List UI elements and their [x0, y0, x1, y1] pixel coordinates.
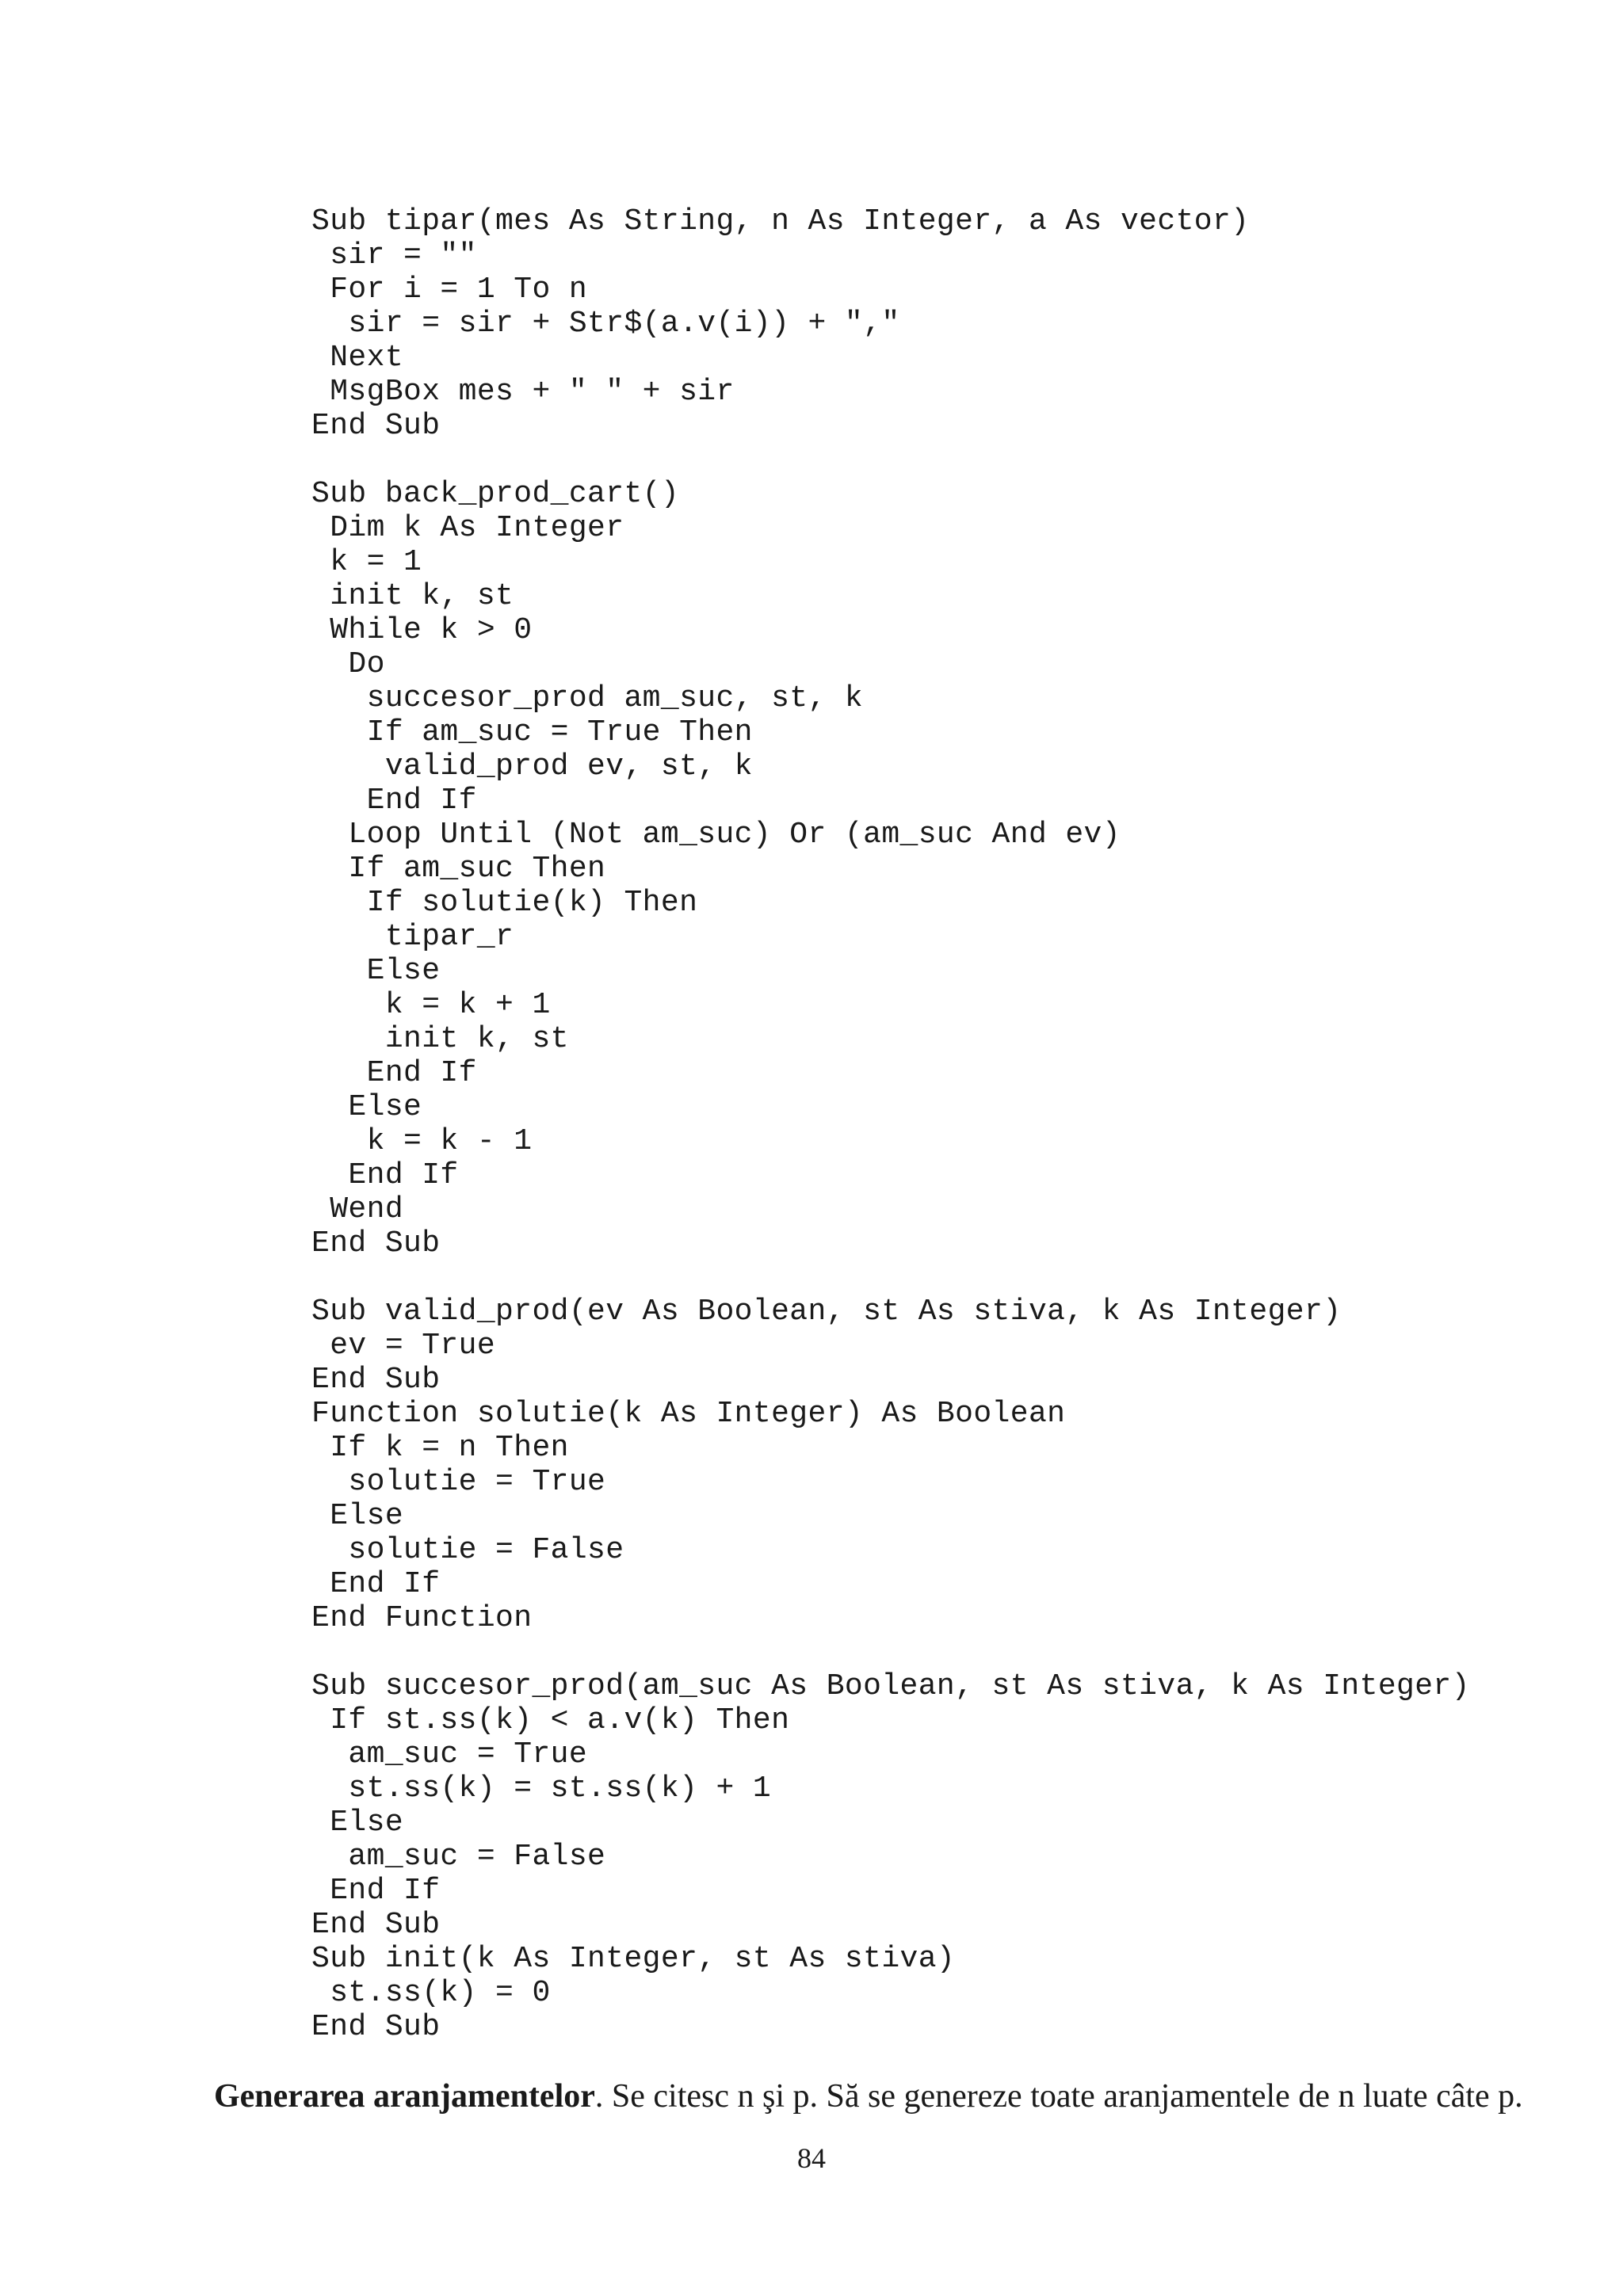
code-line: For i = 1 To n	[311, 273, 588, 307]
code-line: Else	[311, 1806, 404, 1840]
code-line: Sub init(k As Integer, st As stiva)	[311, 1942, 956, 1976]
code-line: Sub back_prod_cart()	[311, 477, 680, 511]
code-listing	[311, 204, 1470, 2044]
code-line: solutie = False	[311, 1533, 624, 1567]
code-line: If am_suc Then	[311, 852, 606, 886]
code-line: End If	[311, 1567, 441, 1601]
code-line: solutie = True	[311, 1465, 606, 1499]
code-line: If k = n Then	[311, 1431, 569, 1465]
code-line	[311, 443, 1470, 477]
code-line: Do	[311, 647, 385, 681]
code-line: Sub succesor_prod(am_suc As Boolean, st As stiva, k As Integer)	[311, 1669, 1470, 1703]
code-line: am_suc = True	[311, 1737, 588, 1772]
code-line: sir = ""	[311, 238, 477, 273]
code-line: am_suc = False	[311, 1840, 606, 1874]
code-line: End Sub	[311, 409, 441, 443]
code-line: k = 1	[311, 545, 422, 579]
code-line: tipar_r	[311, 920, 514, 954]
code-line: init k, st	[311, 579, 514, 613]
code-line: init k, st	[311, 1022, 569, 1056]
code-line: valid_prod ev, st, k	[311, 749, 753, 784]
code-line: Else	[311, 1090, 422, 1124]
code-line: End Sub	[311, 2010, 441, 2044]
code-line: st.ss(k) = 0	[311, 1976, 551, 2010]
code-line: Next	[311, 341, 404, 375]
code-line: st.ss(k) = st.ss(k) + 1	[311, 1772, 772, 1806]
code-line: End Function	[311, 1601, 533, 1635]
code-line: Else	[311, 1499, 404, 1533]
code-line: sir = sir + Str$(a.v(i)) + ","	[311, 307, 900, 341]
code-line: End If	[311, 784, 477, 818]
section-paragraph	[214, 2074, 1609, 2119]
code-line: Function solutie(k As Integer) As Boolean	[311, 1397, 1066, 1431]
code-line: ev = True	[311, 1329, 496, 1363]
code-line	[311, 1261, 1470, 1295]
code-line: If solutie(k) Then	[311, 886, 698, 920]
code-line: End If	[311, 1056, 477, 1090]
code-line	[311, 1635, 1470, 1669]
code-line: End If	[311, 1158, 459, 1192]
code-line: MsgBox mes + " " + sir	[311, 375, 735, 409]
code-line: If st.ss(k) < a.v(k) Then	[311, 1703, 790, 1737]
page-number: 84	[797, 2142, 826, 2174]
code-line: Else	[311, 954, 441, 988]
code-line: k = k + 1	[311, 988, 551, 1022]
code-line: k = k - 1	[311, 1124, 533, 1158]
section-heading: Generarea aranjamentelor	[214, 2078, 595, 2115]
code-line: End Sub	[311, 1908, 441, 1942]
code-line: Dim k As Integer	[311, 511, 624, 545]
code-line: End Sub	[311, 1363, 441, 1397]
code-line: Loop Until (Not am_suc) Or (am_suc And ev)	[311, 818, 1121, 852]
code-line: If am_suc = True Then	[311, 715, 753, 749]
code-line: End Sub	[311, 1226, 441, 1261]
code-line: Sub valid_prod(ev As Boolean, st As stiva, k As Integer)	[311, 1295, 1342, 1329]
code-line: Sub tipar(mes As String, n As Integer, a As vector)	[311, 204, 1250, 238]
code-line: End If	[311, 1874, 441, 1908]
section-text: . Se citesc n şi p. Să se genereze toate aranjamentele de n luate câte p.	[594, 2078, 1523, 2115]
code-line: While k > 0	[311, 613, 533, 647]
code-line: Wend	[311, 1192, 404, 1226]
code-line: succesor_prod am_suc, st, k	[311, 681, 864, 715]
